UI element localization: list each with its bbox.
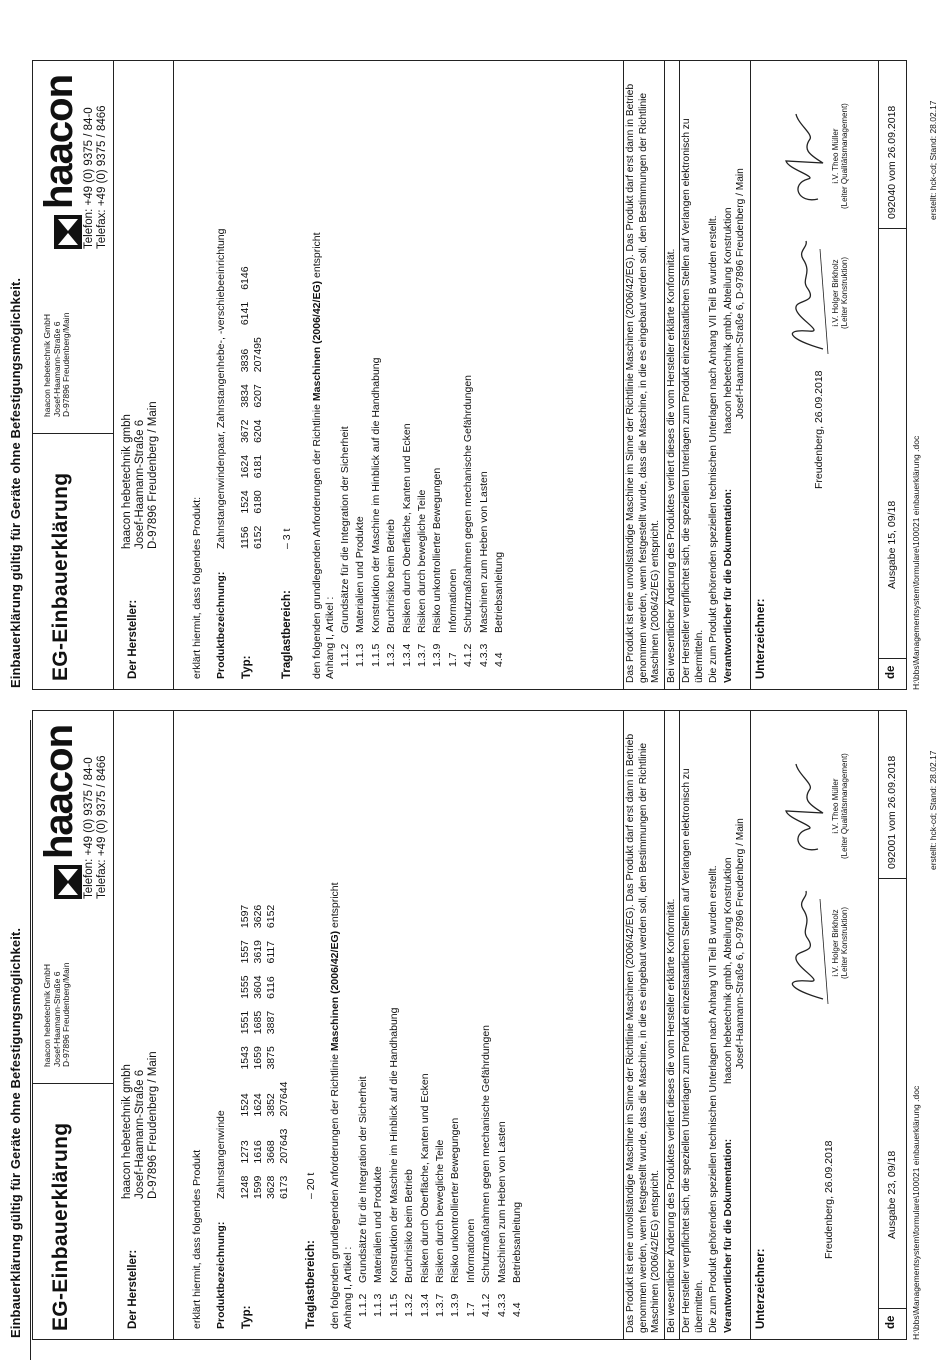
manufacturer-address: haacon hebetechnik gmbh Josef-Haamann-Straße 6 D-97896 Freudenberg / Main (121, 1051, 159, 1199)
requirements-intro: den folgenden grundlegenden Anforderungen der Richtlinie Maschinen (2006/42/EG) entspricht (329, 882, 341, 1329)
article-list (355, 1006, 526, 1330)
issue-number: Ausgabe 23, 09/18 (886, 1150, 898, 1239)
type-row: 1599 1616 1624 1659 1685 3604 3619 3626 (252, 904, 264, 1199)
product-label: Produktbezeichnung: (215, 1221, 227, 1329)
declaration-text: Die zum Produkt gehörenden speziellen technischen Unterlagen nach Anhang VII Teil B wurden erstellt. (708, 215, 719, 683)
signer-1: i.V. Holger Birkholz (Leiter Konstruktion) (831, 256, 849, 329)
document-title: EG-Einbauerklärung (49, 1122, 72, 1331)
divider (879, 658, 907, 659)
manufacturer-address: haacon hebetechnik gmbh Josef-Haamann-Straße 6 D-97896 Freudenberg / Main (121, 401, 159, 549)
type-row: 6152 6180 6181 6204 6207 207495 (252, 337, 264, 549)
signer-label: Unterzeichner: (755, 598, 767, 679)
declaration-text: Bei wesentlicher Änderung des Produktes verliert dieses die vom Hersteller erklärte Konformität. (665, 711, 681, 1339)
list-item: 1.1.3 Materialien und Produkte (354, 516, 367, 667)
load-value: – 3 t (281, 528, 293, 549)
place-date: Freudenberg, 26.09.2018 (813, 370, 825, 489)
declaration-document (32, 710, 907, 1340)
list-item: 4.4 Betriebsanleitung (493, 551, 506, 667)
declaration-block (623, 711, 751, 1339)
manufacturer-row (113, 711, 174, 1339)
company-logo: haacon (39, 75, 82, 249)
signature-icon (778, 749, 833, 859)
type-row: 3628 3668 3852 3875 3887 6116 6117 6152 (265, 904, 277, 1199)
signer-2: i.V. Theo Müller (Leiter Qualitätsmanagement) (831, 753, 849, 859)
declares-text: erklärt hiermit, dass folgendes Produkt (191, 1149, 203, 1329)
header-row (33, 61, 114, 689)
type-row: 1248 1273 1524 1543 1551 1555 1557 1597 (239, 904, 251, 1199)
divider (879, 1308, 907, 1309)
haacon-logo-icon (54, 215, 82, 249)
list-item: 1.3.9 Risiko unkontrollierter Bewegungen (431, 467, 444, 667)
declaration-text: Der Hersteller verpflichtet sich, die speziellen Unterlagen zum Produkt einzelstaatlichen Stellen auf Verlangen elektronisch zu übermitteln. (681, 118, 705, 683)
file-path: H:\bbs\Managementsystem\formulare\100021 einbauerklärung .doc (911, 1085, 921, 1340)
manufacturer-label: Der Hersteller: (127, 599, 139, 679)
list-item: 4.3.3 Maschinen zum Heben von Lasten (495, 1121, 508, 1317)
list-item: 4.1.2 Schutzmaßnahmen gegen mechanische Gefährdungen (462, 375, 475, 667)
list-item: 4.3.3 Maschinen zum Heben von Lasten (477, 471, 490, 667)
signature-icon (778, 889, 833, 1009)
list-item: 4.4 Betriebsanleitung (511, 1201, 524, 1317)
list-item: 1.1.3 Materialien und Produkte (372, 1166, 385, 1317)
declares-text: erklärt hiermit, dass folgendes Produkt: (191, 496, 203, 679)
header-row (33, 711, 114, 1339)
type-table (239, 254, 265, 549)
declaration-text: Der Hersteller verpflichtet sich, die speziellen Unterlagen zum Produkt einzelstaatlichen Stellen auf Verlangen elektronisch zu übermitteln. (681, 768, 705, 1333)
footer-row (878, 711, 907, 1339)
annex-label: Anhang I, Artikel : (342, 1246, 354, 1329)
file-path: H:\bbs\Managementsystem\formulare\100021 einbauerklärung .doc (911, 435, 921, 690)
document-title: EG-Einbauerklärung (49, 472, 72, 681)
contact-info: Telefon: +49 (0) 9375 / 84-0 Telefax: +49 (0) 9375 / 8466 (83, 755, 108, 899)
product-name: Zahnstangenwindenpaar, Zahnstangenhebe-, -verschiebeeinrichtung (215, 228, 227, 549)
contact-info: Telefon: +49 (0) 9375 / 84-0 Telefax: +49 (0) 9375 / 8466 (83, 105, 108, 249)
requirements-intro: den folgenden grundlegenden Anforderungen der Richtlinie Maschinen (2006/42/EG) entspricht (311, 232, 323, 679)
load-label: Traglastbereich: (305, 1240, 317, 1329)
declaration-text: Die zum Produkt gehörenden speziellen technischen Unterlagen nach Anhang VII Teil B wurden erstellt. (708, 865, 719, 1333)
place-date: Freudenberg, 26.09.2018 (823, 1140, 835, 1259)
list-item: 1.1.2 Grundsätze für die Integration der Sicherheit (357, 1076, 369, 1317)
signer-2: i.V. Theo Müller (Leiter Qualitätsmanagement) (831, 103, 849, 209)
type-table (239, 893, 291, 1199)
document-number: 092040 vom 26.09.2018 (886, 105, 898, 219)
issue-number: Ausgabe 15, 09/18 (886, 500, 898, 589)
responsible-block: Verantwortlicher für die Dokumentation: haacon hebetechnik gmbh, Abteilung Konstruktion Josef-Haamann-Straße 6, D-97896 Freudenberg / Main (722, 61, 751, 689)
list-item: 1.3.7 Risiken durch bewegliche Teile (434, 1139, 447, 1317)
signature-icon (778, 99, 833, 209)
type-row: 6173 207643 207644 (278, 1081, 290, 1199)
declaration-text: Das Produkt ist eine unvollständige Maschine im Sinne der Richtlinie Maschinen (2006/42/EG). Das Produkt darf erst dann in Betrieb genommen werden, wenn festgestellt wurde, dass die Maschine, in die es eingebaut werden soll, den Bestimmungen der Richtlinie Maschinen (2006/42/EG) entspricht. (624, 711, 665, 1339)
page-heading: Einbauerklärung gültig für Geräte ohne Befestigungsmöglichkeit. (8, 277, 23, 688)
company-address-small: haacon hebetechnik GmbH Josef-Haamann-Straße 6 D-97896 Freudenberg/Main (42, 312, 71, 417)
divider (30, 720, 31, 1360)
product-label: Produktbezeichnung: (215, 571, 227, 679)
list-item: 1.3.2 Bruchrisiko beim Betrieb (403, 1169, 416, 1317)
type-label: Typ: (241, 1305, 253, 1329)
document-number: 092001 vom 26.09.2018 (886, 755, 898, 869)
signer-1: i.V. Holger Birkholz (Leiter Konstruktion) (831, 906, 849, 979)
footer-row (878, 61, 907, 689)
list-item: 1.3.4 Risiken durch Oberfläche, Kanten und Ecken (400, 423, 413, 667)
list-item: 1.7 Informationen (464, 1218, 477, 1317)
list-item: 1.3.2 Bruchrisiko beim Betrieb (385, 519, 398, 667)
manufacturer-label: Der Hersteller: (127, 1249, 139, 1329)
declaration-text: Das Produkt ist eine unvollständige Maschine im Sinne der Richtlinie Maschinen (2006/42/EG). Das Produkt darf erst dann in Betrieb genommen werden, wenn festgestellt wurde, dass die Maschine, in die es eingebaut werden soll, den Bestimmungen der Richtlinie Maschinen (2006/42/EG) entspricht. (624, 61, 665, 689)
responsible-block: Verantwortlicher für die Dokumentation: haacon hebetechnik gmbh, Abteilung Konstruktion Josef-Haamann-Straße 6, D-97896 Freudenberg / Main (722, 711, 751, 1339)
load-value: – 20 t (305, 1172, 317, 1199)
declaration-text: Bei wesentlicher Änderung des Produktes verliert dieses die vom Hersteller erklärte Konformität. (665, 61, 681, 689)
load-label: Traglastbereich: (281, 590, 293, 679)
divider (33, 1083, 113, 1084)
list-item: 1.3.4 Risiken durch Oberfläche, Kanten und Ecken (418, 1073, 431, 1317)
declaration-document (32, 60, 907, 690)
company-address-small: haacon hebetechnik GmbH Josef-Haamann-Straße 6 D-97896 Freudenberg/Main (42, 962, 71, 1067)
list-item: 1.7 Informationen (446, 568, 459, 667)
signer-label: Unterzeichner: (755, 1248, 767, 1329)
created-info: erstellt: hck-cd; Stand: 28.02.17 (928, 100, 938, 220)
type-label: Typ: (241, 655, 253, 679)
list-item: 1.1.5 Konstruktion der Maschine im Hinblick auf die Handhabung (369, 357, 382, 667)
signature-icon (778, 239, 833, 359)
divider (879, 878, 907, 879)
annex-label: Anhang I, Artikel : (324, 596, 336, 679)
article-list (337, 356, 508, 680)
list-item: 1.1.2 Grundsätze für die Integration der Sicherheit (339, 426, 351, 667)
product-name: Zahnstangenwinde (215, 1110, 227, 1199)
list-item: 4.1.2 Schutzmaßnahmen gegen mechanische Gefährdungen (480, 1025, 493, 1317)
haacon-logo-icon (54, 865, 82, 899)
declaration-block (623, 61, 751, 689)
manufacturer-row (113, 61, 174, 689)
company-logo: haacon (39, 725, 82, 899)
type-row: 1156 1524 1624 3672 3834 3836 6141 6146 (239, 266, 251, 549)
page-heading: Einbauerklärung gültig für Geräte ohne Befestigungsmöglichkeit. (8, 927, 23, 1338)
divider (33, 433, 113, 434)
list-item: 1.3.9 Risiko unkontrollierter Bewegungen (449, 1117, 462, 1317)
language-code: de (885, 1315, 897, 1329)
divider (879, 228, 907, 229)
language-code: de (885, 665, 897, 679)
list-item: 1.1.5 Konstruktion der Maschine im Hinblick auf die Handhabung (387, 1007, 400, 1317)
created-info: erstellt: hck-cd; Stand: 28.02.17 (928, 750, 938, 870)
list-item: 1.3.7 Risiken durch bewegliche Teile (416, 489, 429, 667)
